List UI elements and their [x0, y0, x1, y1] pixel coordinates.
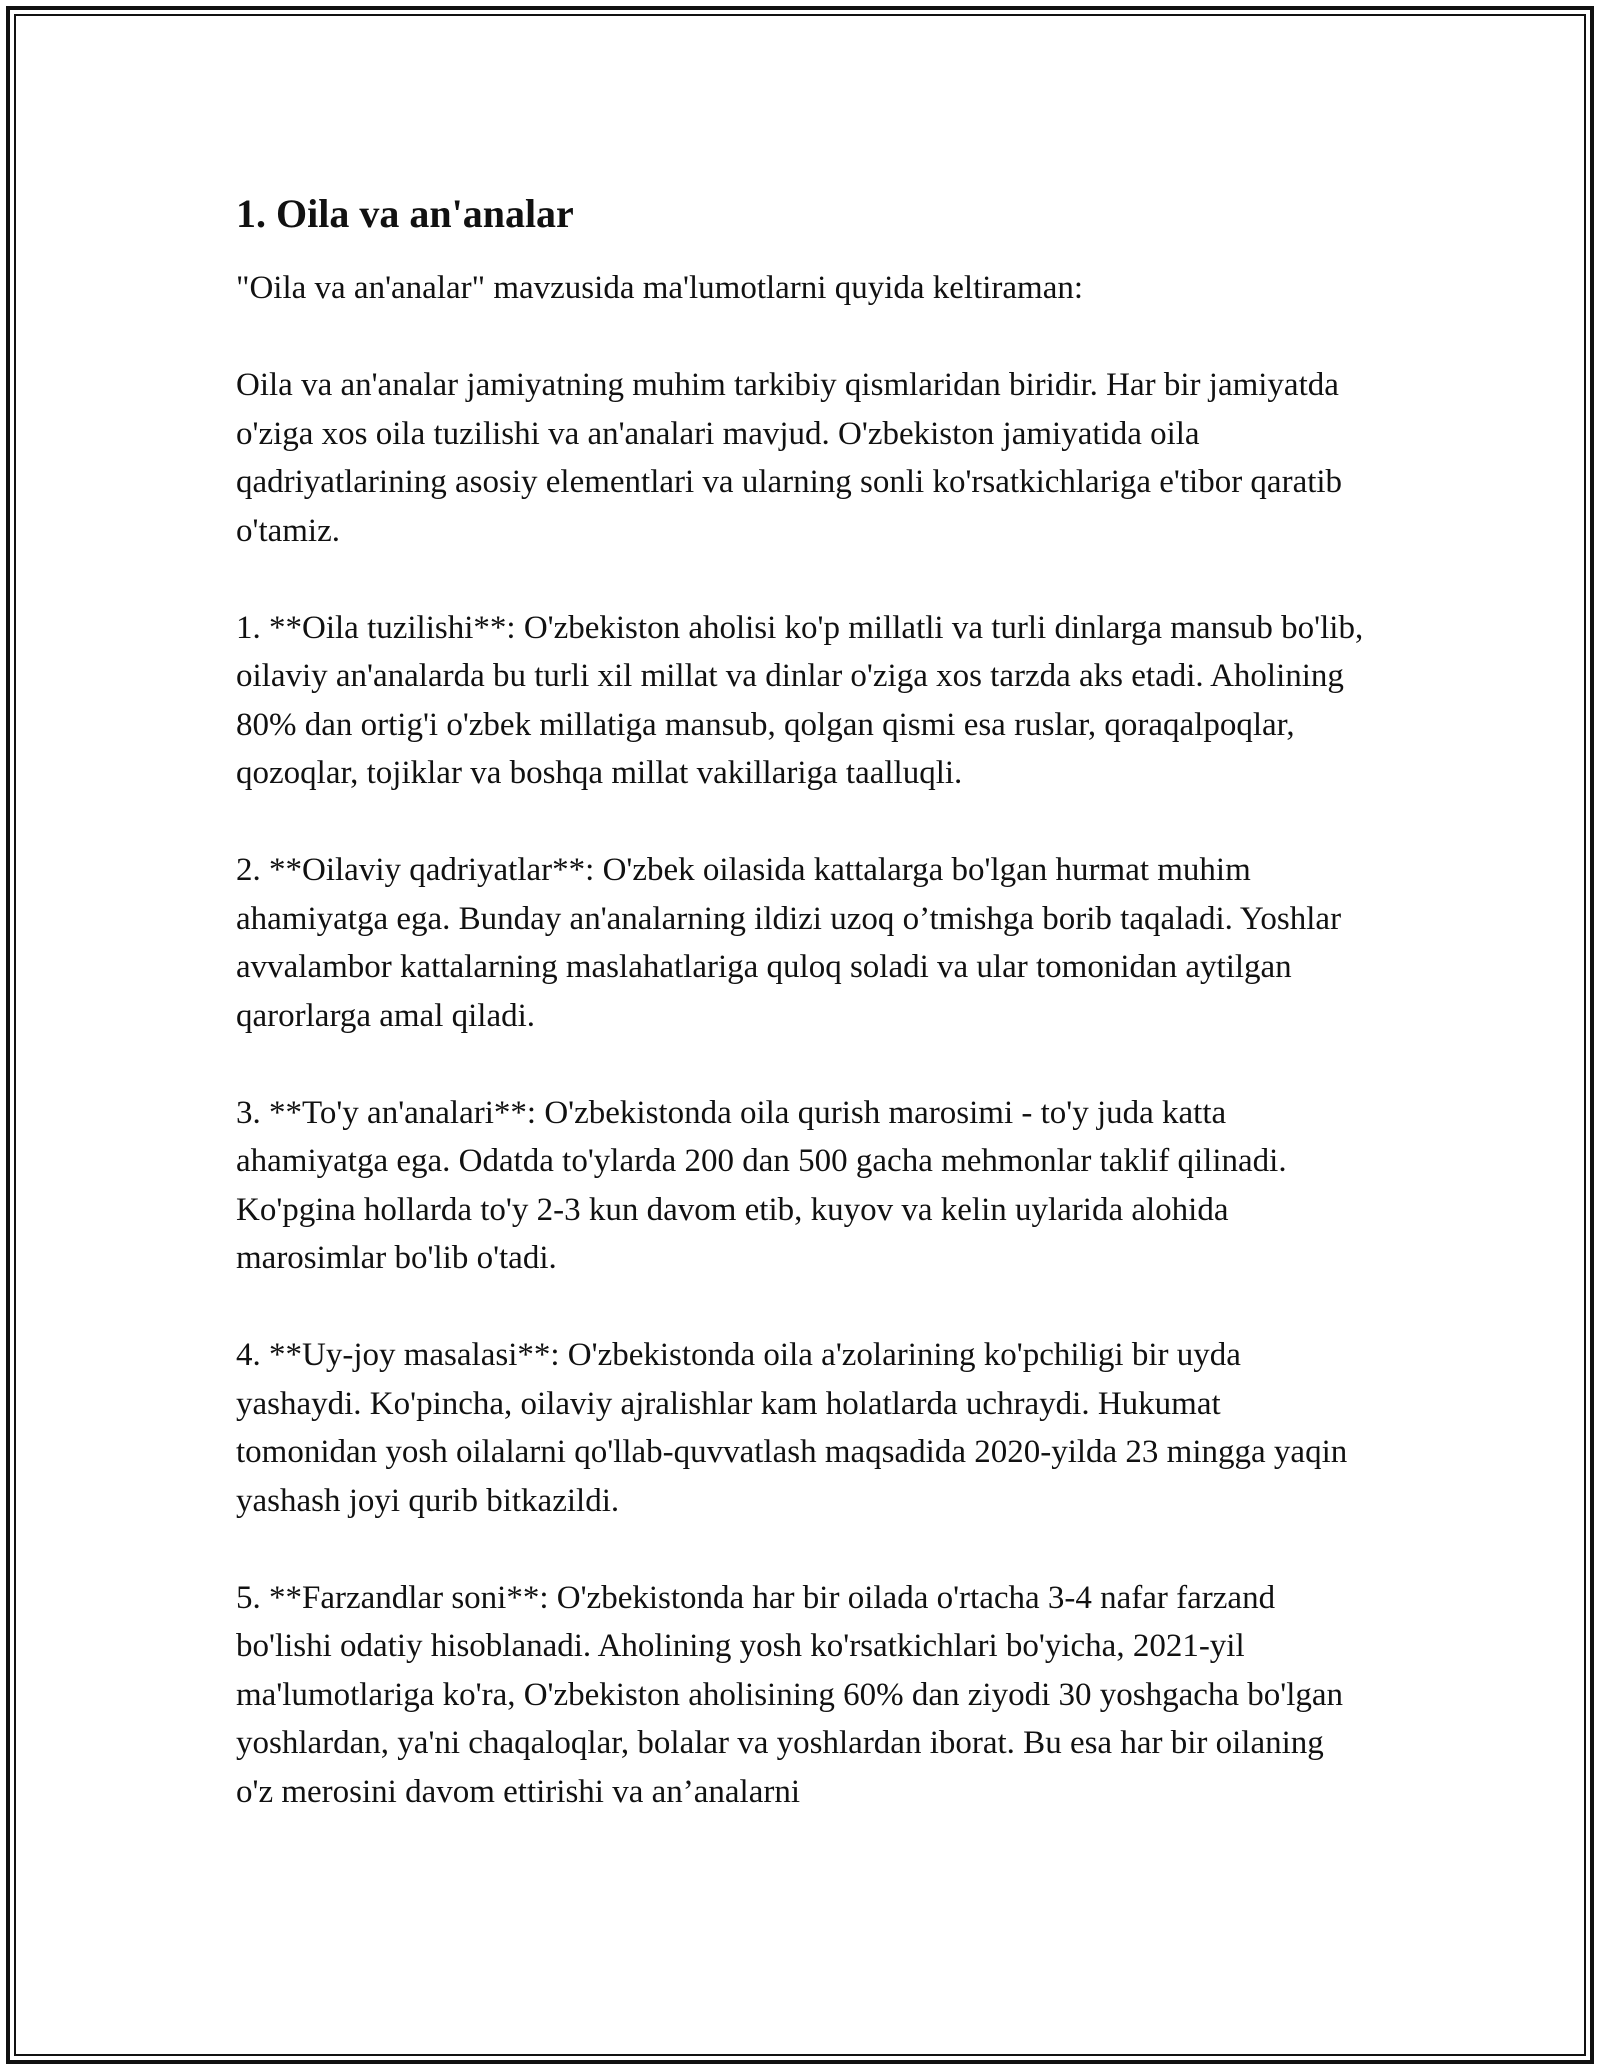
- document-body: [236, 186, 1368, 1816]
- paragraph-family-structure: 1. **Oila tuzilishi**: O'zbekiston aholisi ko'p millatli va turli dinlarga mansub bo'lib, oilaviy an'analarda bu turli xil millat va dinlar o'ziga xos tarzda aks etadi. Aholining 80% dan ortig'i o'zbek millatiga mansub, qolgan qismi esa ruslar, qoraqalpoqlar, qozoqlar, tojiklar va boshqa millat vakillariga taalluqli.: [236, 609, 1364, 791]
- intro-text: "Oila va an'analar" mavzusida ma'lumotlarni quyida keltiraman:: [236, 270, 1084, 306]
- paragraph-family-values: 2. **Oilaviy qadriyatlar**: O'zbek oilasida kattalarga bo'lgan hurmat muhim ahamiyatga ega. Bunday an'analarning ildizi uzoq o’tmishga borib taqaladi. Yoshlar avvalambor kattalarning maslahatlariga quloq soladi va ular tomonidan aytilgan qarorlarga amal qiladi.: [236, 852, 1342, 1034]
- paragraph-overview: Oila va an'analar jamiyatning muhim tarkibiy qismlaridan biridir. Har bir jamiyatda o'ziga xos oila tuzilishi va an'analari mavjud. O'zbekiston jamiyatida oila qadriyatlarining asosiy elementlari va ularning sonli ko'rsatkichlariga e'tibor qaratib o'tamiz.: [236, 367, 1343, 549]
- paragraph-children-count: 5. **Farzandlar soni**: O'zbekistonda har bir oilada o'rtacha 3-4 nafar farzand bo'lishi odatiy hisoblanadi. Aholining yosh ko'rsatkichlari bo'yicha, 2021-yil ma'lumotlariga ko'ra, O'zbekiston aholisining 60% dan ziyodi 30 yoshgacha bo'lgan yoshlardan, ya'ni chaqaloqlar, bolalar va yoshlardan iborat. Bu esa har bir oilaning o'z merosini davom ettirishi va an’analarni: [236, 1579, 1344, 1810]
- paragraph-housing: 4. **Uy-joy masalasi**: O'zbekistonda oila a'zolarining ko'pchiligi bir uyda yashaydi. Ko'pincha, oilaviy ajralishlar kam holatlarda uchraydi. Hukumat tomonidan yosh oilalarni qo'llab-quvvatlash maqsadida 2020-yilda 23 mingga yaqin yashash joyi qurib bitkazildi.: [236, 1337, 1348, 1519]
- paragraph-wedding-traditions: 3. **To'y an'analari**: O'zbekistonda oila qurish marosimi - to'y juda katta ahamiyatga ega. Odatda to'ylarda 200 dan 500 gacha mehmonlar taklif qilinadi. Ko'pgina hollarda to'y 2-3 kun davom etib, kuyov va kelin uylarida alohida marosimlar bo'lib o'tadi.: [236, 1094, 1287, 1276]
- document-title: 1. Oila va an'analar: [236, 191, 574, 236]
